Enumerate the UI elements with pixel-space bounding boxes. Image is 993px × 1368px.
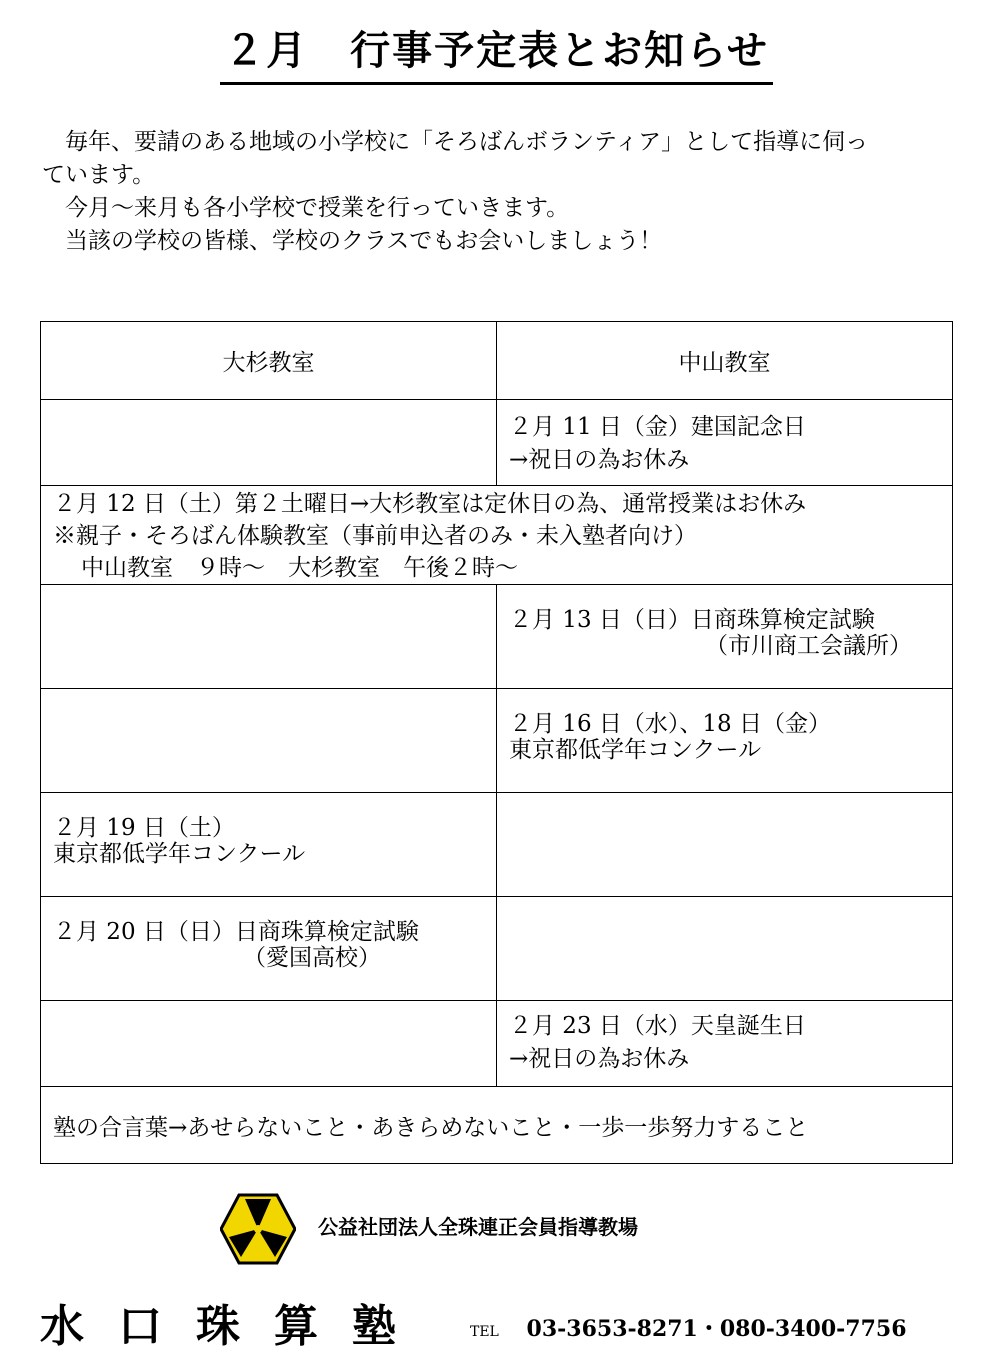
event-date: ２月 11 日（金）建国記念日 — [509, 414, 806, 440]
event-venue: （市川商工会議所） — [705, 633, 912, 659]
cell-empty — [41, 585, 497, 689]
intro-paragraph — [42, 126, 954, 258]
cell-osugi-event — [41, 793, 497, 897]
cell-nakayama-event — [497, 1001, 953, 1087]
org-name: 公益社団法人全珠連正会員指導教場 — [318, 1215, 638, 1239]
event-date: ２月 20 日（日）日商珠算検定試験 — [53, 919, 419, 945]
cell-motto: 塾の合言葉→あせらないこと・あきらめないこと・一歩一歩努力すること — [41, 1087, 953, 1164]
table-row — [41, 897, 953, 1001]
cell-empty — [497, 897, 953, 1001]
cell-nakayama-event — [497, 689, 953, 793]
event-note: ※親子・そろばん体験教室（事前申込者のみ・未入塾者向け） — [53, 523, 697, 549]
event-date: ２月 23 日（水）天皇誕生日 — [509, 1013, 806, 1039]
header-nakayama: 中山教室 — [497, 322, 953, 400]
cell-full-event — [41, 486, 953, 585]
table-row — [41, 1087, 953, 1164]
cell-empty — [41, 689, 497, 793]
footer-org — [220, 1193, 920, 1265]
event-name: 東京都低学年コンクール — [509, 737, 762, 763]
table-row — [41, 689, 953, 793]
event-date: ２月 12 日（土）第２土曜日→大杉教室は定休日の為、通常授業はお休み — [53, 491, 807, 517]
event-date: ２月 13 日（日）日商珠算検定試験 — [509, 607, 875, 633]
intro-line-4: 当該の学校の皆様、学校のクラスでもお会いしましょう！ — [42, 228, 663, 254]
table-row — [41, 1001, 953, 1087]
school-name: 水口珠算塾 — [40, 1301, 430, 1352]
event-times: 中山教室 ９時～ 大杉教室 午後２時～ — [81, 555, 518, 581]
page-title: ２月 行事予定表とお知らせ — [220, 28, 773, 85]
event-note: →祝日の為お休み — [509, 447, 690, 473]
cell-empty — [497, 793, 953, 897]
table-header-row — [41, 322, 953, 400]
table-row — [41, 486, 953, 585]
event-name: 東京都低学年コンクール — [53, 841, 306, 867]
tel-numbers: 03-3653-8271・080-3400-7756 — [526, 1316, 907, 1342]
intro-line-3: 今月～来月も各小学校で授業を行っていきます。 — [42, 195, 570, 221]
table-row — [41, 400, 953, 486]
intro-line-1: 毎年、要請のある地域の小学校に「そろばんボランティア」として指導に伺っ — [42, 129, 869, 155]
soroban-association-logo-icon — [220, 1193, 296, 1265]
header-osugi: 大杉教室 — [41, 322, 497, 400]
cell-nakayama-event — [497, 585, 953, 689]
event-date: ２月 16 日（水）、18 日（金） — [509, 711, 831, 737]
cell-empty — [41, 1001, 497, 1087]
event-venue: （愛国高校） — [243, 945, 381, 971]
cell-empty — [41, 400, 497, 486]
event-date: ２月 19 日（土） — [53, 815, 235, 841]
schedule-table — [40, 321, 953, 1164]
intro-line-2: ています。 — [42, 162, 156, 188]
cell-nakayama-event — [497, 400, 953, 486]
page-title-wrap — [0, 28, 993, 85]
table-row — [41, 585, 953, 689]
event-note: →祝日の為お休み — [509, 1046, 690, 1072]
tel-line — [470, 1312, 907, 1343]
table-row — [41, 793, 953, 897]
tel-label: TEL — [470, 1324, 499, 1340]
cell-osugi-event — [41, 897, 497, 1001]
